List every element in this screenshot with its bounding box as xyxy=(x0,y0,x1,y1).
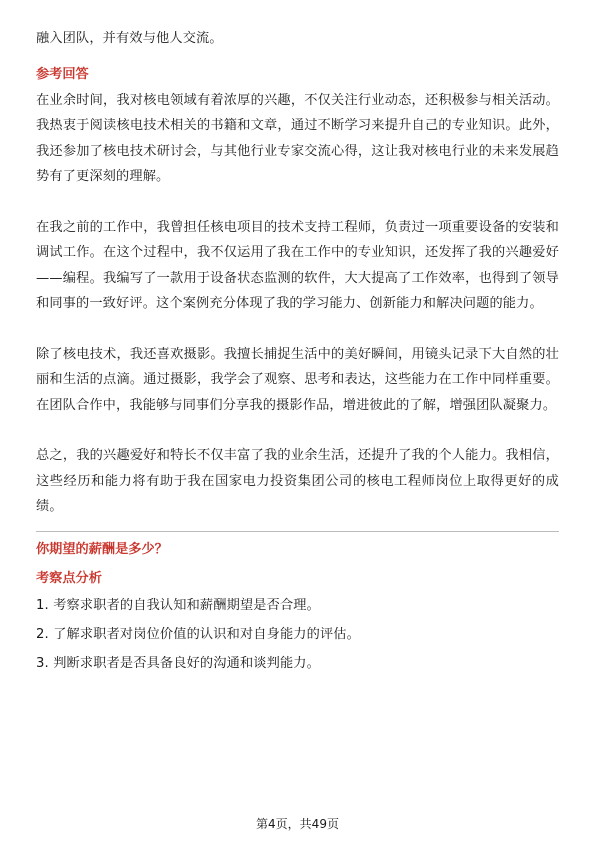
question-heading: 你期望的薪酬是多少？ xyxy=(36,541,168,557)
document-body xyxy=(36,26,559,678)
analysis-item-2: 2. 了解求职者对岗位价值的认识和对自身能力的评估。 xyxy=(36,626,360,642)
answer-paragraph-2: 在我之前的工作中，我曾担任核电项目的技术支持工程师，负责过一项重要设备的安装和调试工作。在这个过程中，我不仅运用了我在工作中的专业知识，还发挥了我的兴趣爱好——编程。我编写了一款用于设备状态监测的软件，大大提高了工作效率，也得到了领导和同事的一致好评。这个案例充分体现了我的学习能力、创新能力和解决问题的能力。 xyxy=(36,219,559,311)
answer-paragraph-3: 除了核电技术，我还喜欢摄影。我擅长捕捉生活中的美好瞬间，用镜头记录下大自然的壮丽和生活的点滴。通过摄影，我学会了观察、思考和表达，这些能力在工作中同样重要。在团队合作中，我能够与同事们分享我的摄影作品，增进彼此的了解，增强团队凝聚力。 xyxy=(36,346,559,413)
analysis-item-3: 3. 判断求职者是否具备良好的沟通和谈判能力。 xyxy=(36,655,320,671)
answer-paragraph-1: 在业余时间，我对核电领域有着浓厚的兴趣，不仅关注行业动态，还积极参与相关活动。我热衷于阅读核电技术相关的书籍和文章，通过不断学习来提升自己的专业知识。此外，我还参加了核电技术研讨会，与其他行业专家交流心得，这让我对核电行业的未来发展趋势有了更深刻的理解。 xyxy=(36,92,559,184)
analysis-item-1: 1. 考察求职者的自我认知和薪酬期望是否合理。 xyxy=(36,597,320,613)
analysis-heading: 考察点分析 xyxy=(36,570,102,586)
page-number-footer: 第4页，共49页 xyxy=(256,817,339,831)
answer-heading: 参考回答 xyxy=(36,66,89,82)
intro-tail-text: 融入团队，并有效与他人交流。 xyxy=(36,31,223,46)
answer-paragraph-4: 总之，我的兴趣爱好和特长不仅丰富了我的业余生活，还提升了我的个人能力。我相信，这些经历和能力将有助于我在国家电力投资集团公司的核电工程师岗位上取得更好的成绩。 xyxy=(36,448,559,514)
